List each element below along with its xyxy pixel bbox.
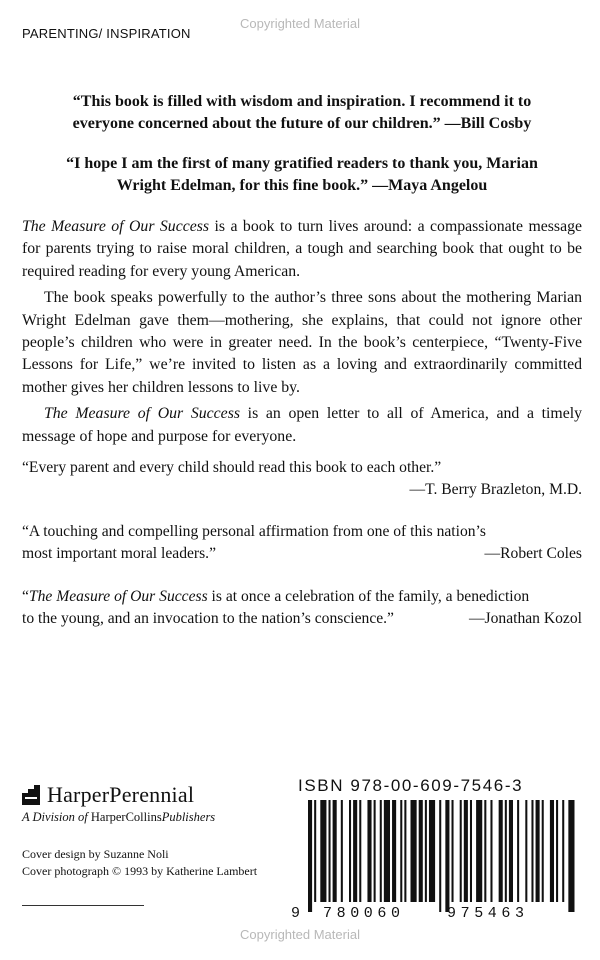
barcode-bar <box>404 800 406 902</box>
watermark-top: Copyrighted Material <box>240 16 360 31</box>
blurb-line: “I hope I am the first of many gratified readers to thank you, Marian <box>66 155 538 172</box>
barcode-bar <box>568 800 574 912</box>
barcode-bar <box>452 800 454 902</box>
barcode-bar <box>509 800 513 902</box>
publisher-name: HarperPerennial <box>47 782 195 807</box>
barcode-bar <box>550 800 554 902</box>
blurb-line: everyone concerned about the future of our children.” —Bill Cosby <box>72 115 532 132</box>
isbn-barcode <box>306 800 576 912</box>
barcode-bar <box>562 800 564 902</box>
barcode-bar <box>517 800 519 902</box>
barcode-bar <box>353 800 357 902</box>
cover-credits <box>22 846 257 880</box>
publisher-division <box>22 810 215 825</box>
paragraph-text: is an open letter to all of America, and a timely message of hope and purpose for everyone. <box>22 405 582 445</box>
barcode-bar <box>464 800 468 902</box>
barcode-bar <box>525 800 527 902</box>
category-label: PARENTING/ INSPIRATION <box>22 26 191 41</box>
quote-attribution: —Robert Coles <box>484 545 582 563</box>
barcode-first-digit: 9 <box>291 905 301 922</box>
quote-mark: “ <box>22 588 29 605</box>
division-suffix: Publishers <box>161 810 216 824</box>
watermark-bottom: Copyrighted Material <box>240 927 360 942</box>
paragraph-text: is a book to turn lives around: a compassionate message for parents trying to raise moral children, a tough and searching book that ought to be required reading for every young American. <box>22 218 582 280</box>
quote-attribution: —Jonathan Kozol <box>468 610 582 628</box>
barcode-bar <box>392 800 396 902</box>
harper-flame-logo-icon <box>22 785 40 805</box>
barcode-bar <box>490 800 492 902</box>
barcode-bar <box>349 800 351 902</box>
barcode-bar <box>505 800 507 902</box>
barcode-bar <box>333 800 337 902</box>
publisher-logo-row <box>22 782 215 808</box>
quote-brazleton <box>22 457 582 502</box>
barcode-bar <box>341 800 343 902</box>
quote-text: to the young, and an invocation to the nation’s conscience.” <box>22 610 394 628</box>
description-paragraph-2: The book speaks powerfully to the author’s three sons about the mothering Marian Wright Edelman gave them—mothering, she explains, that could not ignore other people’s children who were in greater need. In the book’s centerpiece, “Twenty-Five Lessons for Life,” we’re invited to listen as a loving and extraordinarily committed mother gives her children lessons to live by. <box>22 289 582 396</box>
barcode-bar <box>314 800 316 902</box>
quote-kozol <box>22 586 582 631</box>
quote-text: “Every parent and every child should read this book to each other.” <box>22 459 442 476</box>
quote-attribution: —T. Berry Brazleton, M.D. <box>409 481 582 499</box>
quote-coles <box>22 521 582 566</box>
barcode-bar <box>439 800 441 912</box>
barcode-bar <box>476 800 482 902</box>
barcode-bar <box>531 800 533 902</box>
blurb-angelou <box>22 153 582 197</box>
barcode-bar <box>445 800 449 912</box>
division-name: HarperCollins <box>90 810 162 824</box>
barcode-bar <box>460 800 462 902</box>
publisher-block <box>22 782 215 825</box>
barcode-bar <box>556 800 558 902</box>
barcode-bar <box>411 800 417 902</box>
barcode-bar <box>359 800 361 902</box>
description-paragraph-1 <box>22 216 582 283</box>
barcode-left-digits: 780060 <box>323 905 405 922</box>
barcode-bar <box>308 800 312 912</box>
barcode-bar <box>384 800 390 902</box>
book-title: The Measure of Our Success <box>28 588 208 605</box>
barcode-right-digits: 975463 <box>447 905 529 922</box>
quote-text: “A touching and compelling personal affirmation from one of this nation’s <box>22 523 486 540</box>
barcode-bar <box>470 800 472 902</box>
quote-text: most important moral leaders.” <box>22 545 217 563</box>
barcode-bar <box>536 800 540 902</box>
divider-line <box>22 905 144 906</box>
barcode-bar <box>367 800 371 902</box>
barcode-bar <box>380 800 382 902</box>
barcode-bar <box>419 800 423 902</box>
division-prefix: A Division of <box>22 810 91 824</box>
barcode-bar <box>400 800 402 902</box>
book-title: The Measure of Our Success <box>44 405 240 423</box>
barcode-bar <box>425 800 427 902</box>
blurb-line: Wright Edelman, for this fine book.” —Maya Angelou <box>116 177 488 194</box>
quote-text <box>22 586 582 608</box>
book-title: The Measure of Our Success <box>22 218 210 235</box>
quote-text-line2 <box>22 543 582 565</box>
barcode-bar <box>542 800 544 902</box>
blurb-cosby <box>22 91 582 135</box>
description-body <box>22 216 582 448</box>
quote-text-rest: is at once a celebration of the family, a benediction <box>207 588 530 605</box>
description-paragraph-3 <box>22 403 582 448</box>
cover-photo-credit: Cover photograph © 1993 by Katherine Lambert <box>22 864 258 878</box>
barcode-bar <box>499 800 503 902</box>
isbn-label: ISBN 978-00-609-7546-3 <box>298 776 524 795</box>
barcode-bar <box>484 800 486 902</box>
cover-design-credit: Cover design by Suzanne Noli <box>22 847 169 861</box>
blurb-line: “This book is filled with wisdom and inspiration. I recommend it to <box>72 93 532 110</box>
quote-text-line2 <box>22 608 582 630</box>
barcode-bar <box>429 800 435 902</box>
barcode-bar <box>329 800 331 902</box>
barcode-bar <box>374 800 376 902</box>
barcode-bar <box>320 800 326 902</box>
